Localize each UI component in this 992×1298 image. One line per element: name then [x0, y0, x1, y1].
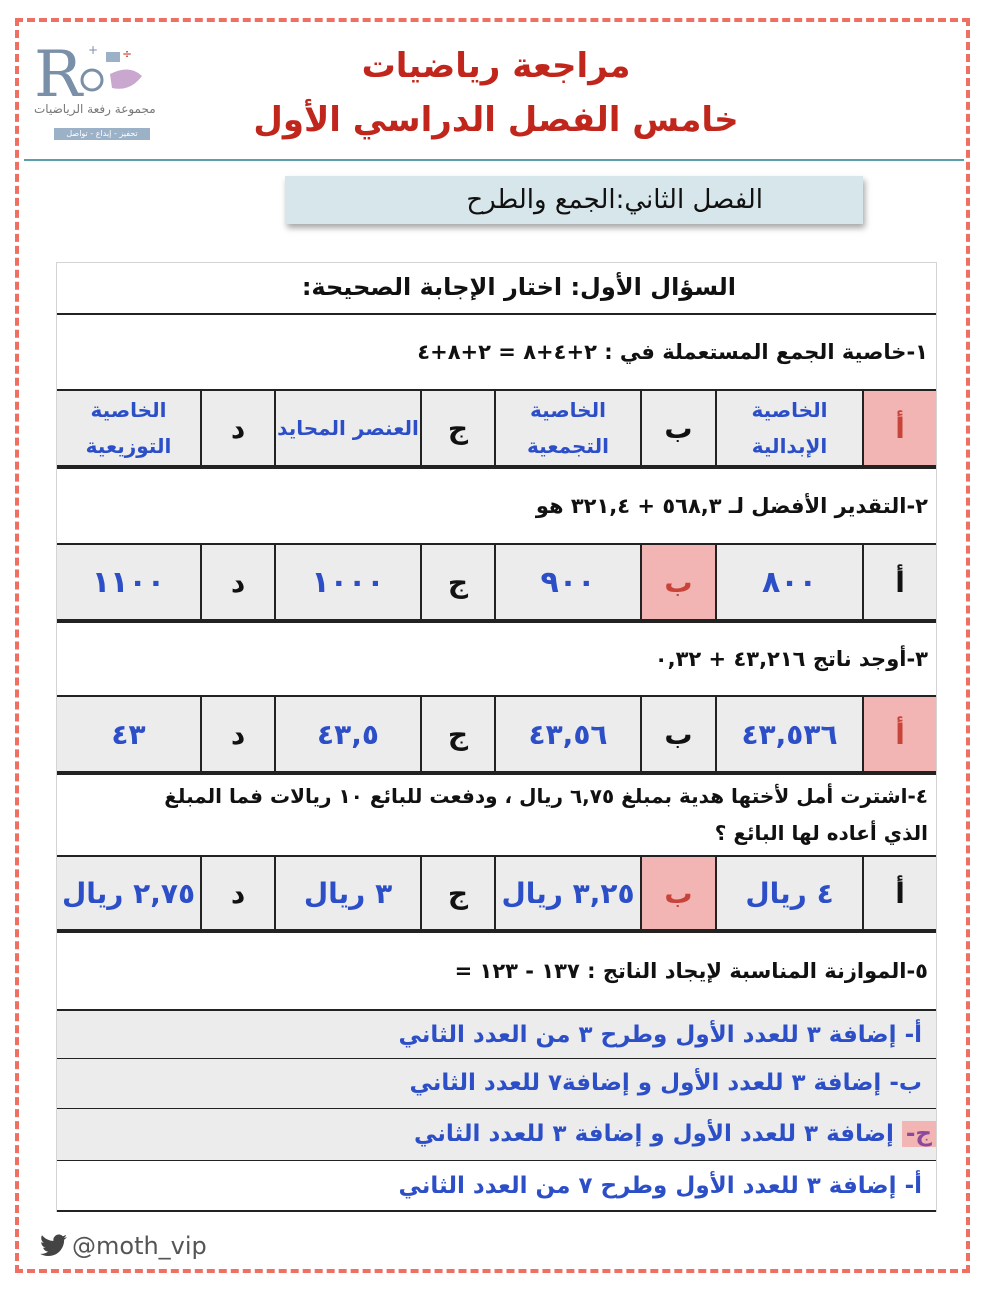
- question-4: [57, 773, 936, 855]
- page-subtitle: خامس الفصل الدراسي الأول: [253, 100, 739, 140]
- svg-text:+: +: [88, 43, 99, 57]
- option-a[interactable]: ٤ ريال: [715, 857, 862, 929]
- option-letter-c[interactable]: ج: [420, 697, 494, 771]
- option-letter-a[interactable]: أ: [862, 391, 936, 465]
- question-1: [57, 313, 936, 389]
- choice-3-text: إضافة ٣ للعدد الأول و إضافة ٣ للعدد الثاني: [413, 1121, 894, 1147]
- option-c[interactable]: ١٠٠٠: [274, 545, 420, 619]
- option-b[interactable]: ٤٣,٥٦: [494, 697, 640, 771]
- choice-2[interactable]: [57, 1058, 936, 1108]
- option-letter-c[interactable]: ج: [420, 545, 494, 619]
- option-b[interactable]: ٣,٢٥ ريال: [494, 857, 640, 929]
- choice-4[interactable]: [57, 1160, 936, 1212]
- option-d[interactable]: الخاصية التوزيعية: [57, 391, 200, 465]
- choice-1-prefix: أ-: [904, 1022, 922, 1048]
- question-2: [57, 467, 936, 543]
- choice-2-text: إضافة ٣ للعدد الأول و إضافة٧ للعدد الثاني: [409, 1070, 882, 1096]
- option-a[interactable]: ٤٣,٥٣٦: [715, 697, 862, 771]
- question-1-options: [57, 389, 936, 467]
- option-a[interactable]: الخاصية الإبدالية: [715, 391, 862, 465]
- section-title-row: [57, 264, 936, 312]
- option-c[interactable]: ٣ ريال: [274, 857, 420, 929]
- choice-1-text: إضافة ٣ للعدد الأول وطرح ٣ من العدد الثاني: [398, 1022, 897, 1048]
- question-3: [57, 621, 936, 695]
- choice-4-text: إضافة ٣ للعدد الأول وطرح ٧ من العدد الثاني: [398, 1173, 897, 1199]
- question-3-text: ٣-أوجد ناتج ٤٣,٢١٦ + ٠,٣٢: [654, 647, 928, 671]
- option-c[interactable]: ٤٣,٥: [274, 697, 420, 771]
- option-letter-b[interactable]: ب: [640, 391, 715, 465]
- option-letter-d[interactable]: د: [200, 697, 274, 771]
- option-c[interactable]: العنصر المحايد: [274, 391, 420, 465]
- choice-2-prefix: ب-: [889, 1070, 922, 1096]
- option-d[interactable]: ٤٣: [57, 697, 200, 771]
- option-letter-d[interactable]: د: [200, 857, 274, 929]
- question-2-text: ٢-التقدير الأفضل لـ ٥٦٨,٣ + ٣٢١,٤ هو: [535, 494, 928, 518]
- page-title: مراجعة رياضيات: [361, 46, 631, 86]
- option-letter-b[interactable]: ب: [640, 545, 715, 619]
- question-5: [57, 931, 936, 1009]
- choice-4-prefix: أ-: [904, 1173, 922, 1199]
- question-3-options: [57, 695, 936, 773]
- svg-text:÷: ÷: [122, 47, 133, 61]
- option-letter-b[interactable]: ب: [640, 857, 715, 929]
- question-4-options: [57, 855, 936, 931]
- option-a[interactable]: ٨٠٠: [715, 545, 862, 619]
- option-letter-b[interactable]: ب: [640, 697, 715, 771]
- option-letter-d[interactable]: د: [200, 391, 274, 465]
- choice-1[interactable]: [57, 1009, 936, 1058]
- option-letter-c[interactable]: ج: [420, 391, 494, 465]
- svg-text:R: R: [34, 38, 83, 112]
- logo-tagline: تحفيز - إبداع - تواصل: [54, 128, 150, 140]
- option-d[interactable]: ١١٠٠: [57, 545, 200, 619]
- option-letter-d[interactable]: د: [200, 545, 274, 619]
- twitter-handle[interactable]: @moth_vip: [72, 1232, 207, 1260]
- question-2-options: [57, 543, 936, 621]
- chapter-title: الفصل الثاني:الجمع والطرح: [285, 176, 863, 224]
- logo-text: مجموعة رفعة الرياضيات: [34, 102, 156, 116]
- option-b[interactable]: ٩٠٠: [494, 545, 640, 619]
- option-letter-c[interactable]: ج: [420, 857, 494, 929]
- option-b[interactable]: الخاصية التجمعية: [494, 391, 640, 465]
- section-title: السؤال الأول: اختار الإجابة الصحيحة:: [301, 273, 736, 301]
- header-divider: [24, 159, 964, 161]
- option-letter-a[interactable]: أ: [862, 545, 936, 619]
- twitter-icon: [38, 1234, 68, 1258]
- question-4-text-line2: الذي أعاده لها البائع ؟: [714, 821, 928, 845]
- question-5-text: ٥-الموازنة المناسبة لإيجاد الناتج : ١٣٧ - ١٢٣ =: [454, 959, 928, 983]
- option-letter-a[interactable]: أ: [862, 697, 936, 771]
- option-d[interactable]: ٢,٧٥ ريال: [57, 857, 200, 929]
- choice-3-prefix: ج-: [902, 1121, 936, 1147]
- choice-3[interactable]: [57, 1108, 936, 1160]
- question-4-text-line1: ٤-اشترت أمل لأختها هدية بمبلغ ٦,٧٥ ريال ، ودفعت للبائع ١٠ ريالات فما المبلغ: [164, 784, 928, 808]
- question-1-text: ١-خاصية الجمع المستعملة في : ٢+٤+٨ = ٢+٨+٤: [417, 340, 928, 364]
- option-letter-a[interactable]: أ: [862, 857, 936, 929]
